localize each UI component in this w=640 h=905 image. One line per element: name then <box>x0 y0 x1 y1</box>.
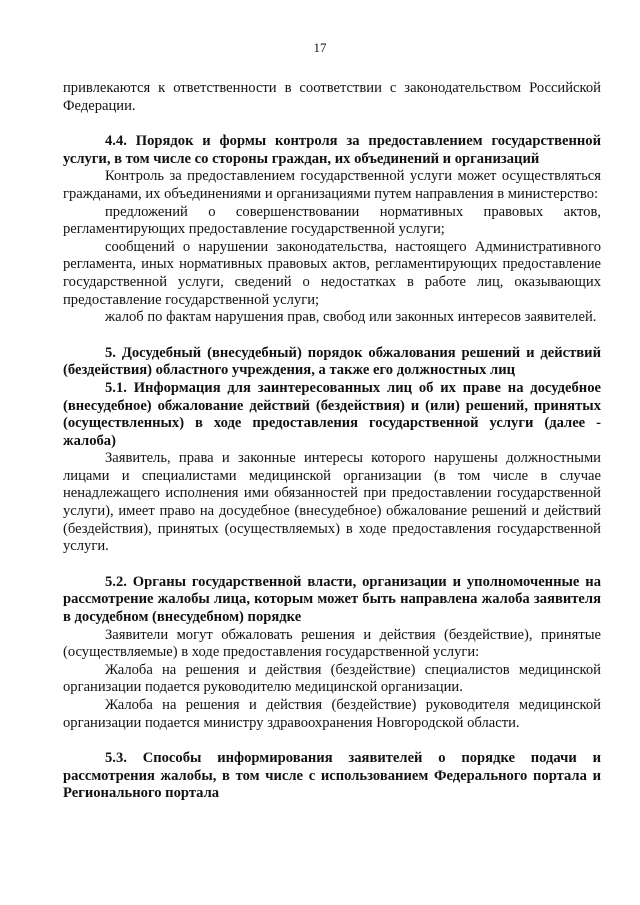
document-body <box>63 80 601 803</box>
page-number: 17 <box>313 40 327 55</box>
section-5-2-paragraph: Жалоба на решения и действия (бездействие) руководителя медицинской организации подается министру здравоохранения Новгородской области. <box>63 697 601 731</box>
section-4-4 <box>63 133 601 327</box>
section-5-2-paragraph: Жалоба на решения и действия (бездействие) специалистов медицинской организации подается руководителю медицинской организации. <box>63 661 601 696</box>
section-4-4-paragraph: сообщений о нарушении законодательства, настоящего Административного регламента, иных нормативных правовых актов, регламентирующих предоставление государственной услуги, сведений о недостатках в работе лиц, оказывающих предоставление государственной услуги; <box>63 238 601 308</box>
section-4-4-paragraph: предложений о совершенствовании нормативных правовых актов, регламентирующих предоставление государственной услуги; <box>63 203 601 238</box>
section-5-1-heading: 5.1. Информация для заинтересованных лиц об их праве на досудебное (внесудебное) обжалование действий (бездействия) и (или) решений, принятых (осуществленных) в ходе предоставления государственной услуги (далее - жалоба) <box>63 379 601 449</box>
section-5-2 <box>63 574 601 732</box>
section-5-2-heading: 5.2. Органы государственной власти, организации и уполномоченные на рассмотрение жалобы лица, которым может быть направлена жалоба заявителя в досудебном (внесудебном) порядке <box>63 573 601 626</box>
section-5-3-heading: 5.3. Способы информирования заявителей о порядке подачи и рассмотрения жалобы, в том числе с использованием Федерального портала и Регионального портала <box>63 750 601 802</box>
section-4-4-paragraph: жалоб по фактам нарушения прав, свобод или законных интересов заявителей. <box>105 309 597 326</box>
intro-paragraph: привлекаются к ответственности в соответствии с законодательством Российской Федерации. <box>63 80 601 114</box>
section-5 <box>63 345 601 380</box>
section-5-heading: 5. Досудебный (внесудебный) порядок обжалования решений и действий (бездействия) областного учреждения, а также его должностных лиц <box>63 344 601 379</box>
section-5-3 <box>63 750 601 803</box>
section-5-2-paragraph: Заявители могут обжаловать решения и действия (бездействие), принятые (осуществляемые) в ходе предоставления государственной услуги: <box>63 626 601 661</box>
section-4-4-heading: 4.4. Порядок и формы контроля за предоставлением государственной услуги, в том числе со стороны граждан, их объединений и организаций <box>63 133 601 167</box>
section-5-1-paragraph: Заявитель, права и законные интересы которого нарушены должностными лицами и специалистами медицинской организации (в том числе в случае ненадлежащего исполнения ими обязанностей при предоставлении государственной услуги), имеет право на досудебное (внесудебное) обжалование решений и действий (бездействия), принятых (осуществляемых) в ходе предоставления государственной услуги. <box>63 450 601 555</box>
section-4-4-paragraph: Контроль за предоставлением государственной услуги может осуществляться гражданами, их объединениями и организациями путем направления в министерство: <box>63 168 601 202</box>
section-5-1 <box>63 380 601 556</box>
